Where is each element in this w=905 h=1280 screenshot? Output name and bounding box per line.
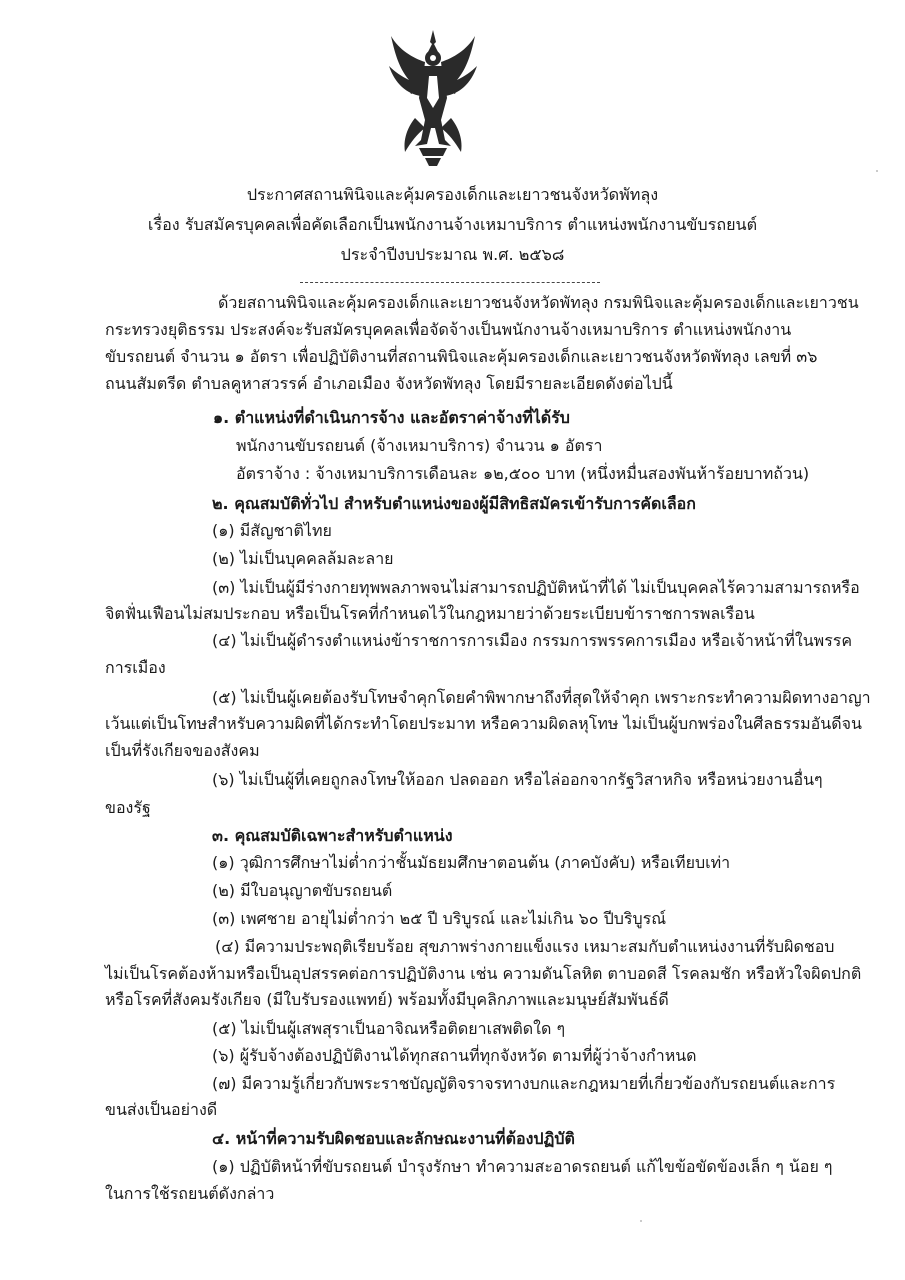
section-3-item: (๓) เพศชาย อายุไม่ต่ำกว่า ๒๕ ปี บริบูรณ์ และไม่เกิน ๖๐ ปีบริบูรณ์ xyxy=(212,909,667,928)
section-2-item: (๒) ไม่เป็นบุคคลล้มละลาย xyxy=(212,549,394,568)
section-2-item: (๑) มีสัญชาติไทย xyxy=(212,521,332,540)
section-4-heading: ๔. หน้าที่ความรับผิดชอบและลักษณะงานที่ต้องปฏิบัติ xyxy=(212,1129,575,1148)
section-1-line: พนักงานขับรถยนต์ (จ้างเหมาบริการ) จำนวน ๑ อัตรา xyxy=(236,436,603,455)
section-2-item-cont: จิตฟั่นเฟือนไม่สมประกอบ หรือเป็นโรคที่กำหนดไว้ในกฎหมายว่าด้วยระเบียบข้าราชการพลเรือน xyxy=(105,604,755,623)
scan-speck xyxy=(640,1220,642,1222)
section-3-item-cont: ขนส่งเป็นอย่างดี xyxy=(105,1100,218,1119)
announcement-title: ประกาศสถานพินิจและคุ้มครองเด็กและเยาวชนจังหวัดพัทลุง xyxy=(246,185,659,204)
announcement-subject: เรื่อง รับสมัครบุคคลเพื่อคัดเลือกเป็นพนักงานจ้างเหมาบริการ ตำแหน่งพนักงานขับรถยนต์ xyxy=(147,215,758,234)
section-3-item-cont: ไม่เป็นโรคต้องห้ามหรือเป็นอุปสรรคต่อการปฏิบัติงาน เช่น ความดันโลหิต ตาบอดสี โรคลมชัก หรือหัวใจผิดปกติ xyxy=(105,964,862,983)
section-3-item: (๒) มีใบอนุญาตขับรถยนต์ xyxy=(212,881,393,900)
section-3-item: (๕) ไม่เป็นผู้เสพสุราเป็นอาจิณหรือติดยาเสพติดใด ๆ xyxy=(212,1019,566,1038)
intro-line: ถนนสัมตรีด ตำบลคูหาสวรรค์ อำเภอเมือง จังหวัดพัทลุง โดยมีรายละเอียดดังต่อไปนี้ xyxy=(105,374,673,393)
section-2-item-cont: เว้นแต่เป็นโทษสำหรับความผิดที่ได้กระทำโดยประมาท หรือความผิดลหุโทษ ไม่เป็นผู้บกพร่องในศีลธรรมอันดีจน xyxy=(105,714,862,733)
intro-line: ขับรถยนต์ จำนวน ๑ อัตรา เพื่อปฏิบัติงานที่สถานพินิจและคุ้มครองเด็กและเยาวชนจังหวัดพัทลุง เลขที่ ๓๖ xyxy=(105,347,818,366)
section-3-item: (๑) วุฒิการศึกษาไม่ต่ำกว่าชั้นมัธยมศึกษาตอนต้น (ภาคบังคับ) หรือเทียบเท่า xyxy=(212,853,731,872)
section-2-item-cont: การเมือง xyxy=(105,658,166,677)
section-4-item-cont: ในการใช้รถยนต์ดังกล่าว xyxy=(105,1184,275,1203)
section-1-line: อัตราจ้าง : จ้างเหมาบริการเดือนละ ๑๒,๕๐๐ บาท (หนึ่งหมื่นสองพันห้าร้อยบาทถ้วน) xyxy=(236,464,810,483)
section-3-item: (๗) มีความรู้เกี่ยวกับพระราชบัญญัติจราจรทางบกและกฎหมายที่เกี่ยวข้องกับรถยนต์และการ xyxy=(212,1074,836,1093)
intro-line: ด้วยสถานพินิจและคุ้มครองเด็กและเยาวชนจังหวัดพัทลุง กรมพินิจและคุ้มครองเด็กและเยาวชน xyxy=(218,293,859,312)
section-3-item: (๖) ผู้รับจ้างต้องปฏิบัติงานได้ทุกสถานที่ทุกจังหวัด ตามที่ผู้ว่าจ้างกำหนด xyxy=(212,1046,697,1065)
section-2-item: (๕) ไม่เป็นผู้เคยต้องรับโทษจำคุกโดยคำพิพากษาถึงที่สุดให้จำคุก เพราะกระทำความผิดทางอาญา xyxy=(212,688,871,707)
section-1-heading: ๑. ตำแหน่งที่ดำเนินการจ้าง และอัตราค่าจ้างที่ได้รับ xyxy=(213,408,570,427)
section-2-item: (๓) ไม่เป็นผู้มีร่างกายทุพพลภาพจนไม่สามารถปฏิบัติหน้าที่ได้ ไม่เป็นบุคคลไร้ความสามารถหรือ xyxy=(212,578,860,597)
header-divider xyxy=(300,282,600,283)
section-3-item-cont: หรือโรคที่สังคมรังเกียจ (มีใบรับรองแพทย์) พร้อมทั้งมีบุคลิกภาพและมนุษย์สัมพันธ์ดี xyxy=(105,990,669,1009)
section-4-item: (๑) ปฏิบัติหน้าที่ขับรถยนต์ บำรุงรักษา ทำความสะอาดรถยนต์ แก้ไขข้อขัดข้องเล็ก ๆ น้อย ๆ xyxy=(212,1157,833,1176)
section-2-item: (๔) ไม่เป็นผู้ดำรงตำแหน่งข้าราชการการเมือง กรรมการพรรคการเมือง หรือเจ้าหน้าที่ในพรรค xyxy=(212,631,853,650)
section-2-item: (๖) ไม่เป็นผู้ที่เคยถูกลงโทษให้ออก ปลดออก หรือไล่ออกจากรัฐวิสาหกิจ หรือหน่วยงานอื่นๆ xyxy=(212,770,823,789)
scan-speck xyxy=(876,170,878,172)
section-2-item-cont: ของรัฐ xyxy=(105,798,151,817)
fiscal-year: ประจำปีงบประมาณ พ.ศ. ๒๕๖๘ xyxy=(340,245,565,264)
section-3-item: (๔) มีความประพฤติเรียบร้อย สุขภาพร่างกายแข็งแรง เหมาะสมกับตำแหน่งงานที่รับผิดชอบ xyxy=(215,937,835,956)
intro-line: กระทรวงยุติธรรม ประสงค์จะรับสมัครบุคคลเพื่อจัดจ้างเป็นพนักงานจ้างเหมาบริการ ตำแหน่งพนักงาน xyxy=(105,320,792,339)
section-3-heading: ๓. คุณสมบัติเฉพาะสำหรับตำแหน่ง xyxy=(212,826,453,845)
section-2-item-cont: เป็นที่รังเกียจของสังคม xyxy=(105,741,260,760)
garuda-emblem xyxy=(385,28,481,168)
section-2-heading: ๒. คุณสมบัติทั่วไป สำหรับตำแหน่งของผู้มีสิทธิสมัครเข้ารับการคัดเลือก xyxy=(212,494,696,513)
